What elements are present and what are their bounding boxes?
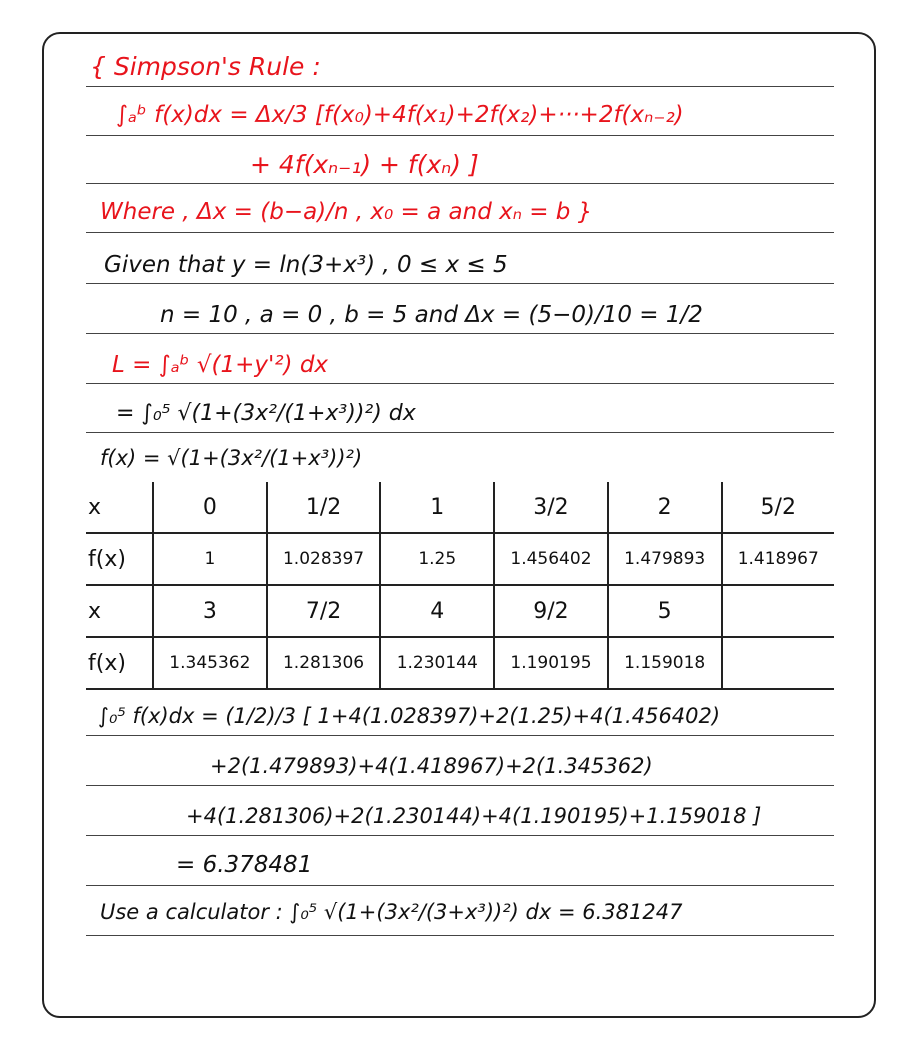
ruled-line [86,383,834,384]
simpson-calc-line3: +4(1.281306)+2(1.230144)+4(1.190195)+1.159018 ] [186,804,762,828]
arc-length-formula: L = ∫ₐᵇ √(1+y'²) dx [112,352,329,378]
simpson-calc-line2: +2(1.479893)+4(1.418967)+2(1.345362) [210,754,653,778]
table-cell: 5 [608,585,722,637]
table-cell: 3/2 [494,482,608,533]
simpson-calc-line1: ∫₀⁵ f(x)dx = (1/2)/3 [ 1+4(1.028397)+2(1.25)+4(1.456402) [98,704,721,728]
table-cell: 1.25 [380,533,494,585]
given-function: Given that y = ln(3+x³) , 0 ≤ x ≤ 5 [104,252,508,278]
table-cell: 9/2 [494,585,608,637]
table-cell: 7/2 [267,585,381,637]
table-cell: 3 [153,585,267,637]
table-cell: 1.190195 [494,637,608,689]
table-cell: 1.028397 [267,533,381,585]
table-cell: 1.159018 [608,637,722,689]
ruled-line [86,86,834,87]
integrand-definition: f(x) = √(1+(3x²/(1+x³))²) [100,446,363,470]
simpson-result: = 6.378481 [176,852,313,878]
calculator-result: Use a calculator : ∫₀⁵ √(1+(3x²/(3+x³))²) dx = 6.381247 [100,900,683,924]
arc-length-integral: = ∫₀⁵ √(1+(3x²/(1+x³))²) dx [116,401,416,426]
ruled-line [86,183,834,184]
ruled-line [86,432,834,433]
ruled-line [86,835,834,836]
table-cell: 1 [380,482,494,533]
rule-title: { Simpson's Rule : [90,52,321,81]
row-label: f(x) [88,546,126,572]
table-cell: 2 [608,482,722,533]
where-definition: Where , Δx = (b−a)/n , x₀ = a and xₙ = b } [100,199,593,225]
table-cell: 1.418967 [722,533,834,585]
ruled-line [86,232,834,233]
ruled-line [86,283,834,284]
table-cell [722,585,834,637]
table-cell: 5/2 [722,482,834,533]
table-row [86,637,834,689]
values-table [86,482,834,690]
ruled-line [86,885,834,886]
given-parameters: n = 10 , a = 0 , b = 5 and Δx = (5−0)/10 = 1/2 [160,302,703,328]
table-cell: 1.479893 [608,533,722,585]
ruled-line [86,735,834,736]
ruled-line [86,785,834,786]
simpson-formula-line1: ∫ₐᵇ f(x)dx = Δx/3 [f(x₀)+4f(x₁)+2f(x₂)+···+2f(xₙ₋₂) [116,102,684,128]
table-cell: 1.456402 [494,533,608,585]
table-cell: 1/2 [267,482,381,533]
row-label: x [88,494,102,520]
table-cell: 1.281306 [267,637,381,689]
table-row [86,585,834,637]
table-cell: 1 [153,533,267,585]
row-label: f(x) [88,650,126,676]
table-row [86,533,834,585]
ruled-line [86,935,834,936]
table-cell: 1.345362 [153,637,267,689]
simpson-formula-line2: + 4f(xₙ₋₁) + f(xₙ) ] [250,150,479,179]
ruled-line [86,333,834,334]
table-cell [722,637,834,689]
row-label: x [88,598,102,624]
ruled-line [86,135,834,136]
table-cell: 0 [153,482,267,533]
table-cell: 4 [380,585,494,637]
table-row [86,482,834,533]
table-cell: 1.230144 [380,637,494,689]
